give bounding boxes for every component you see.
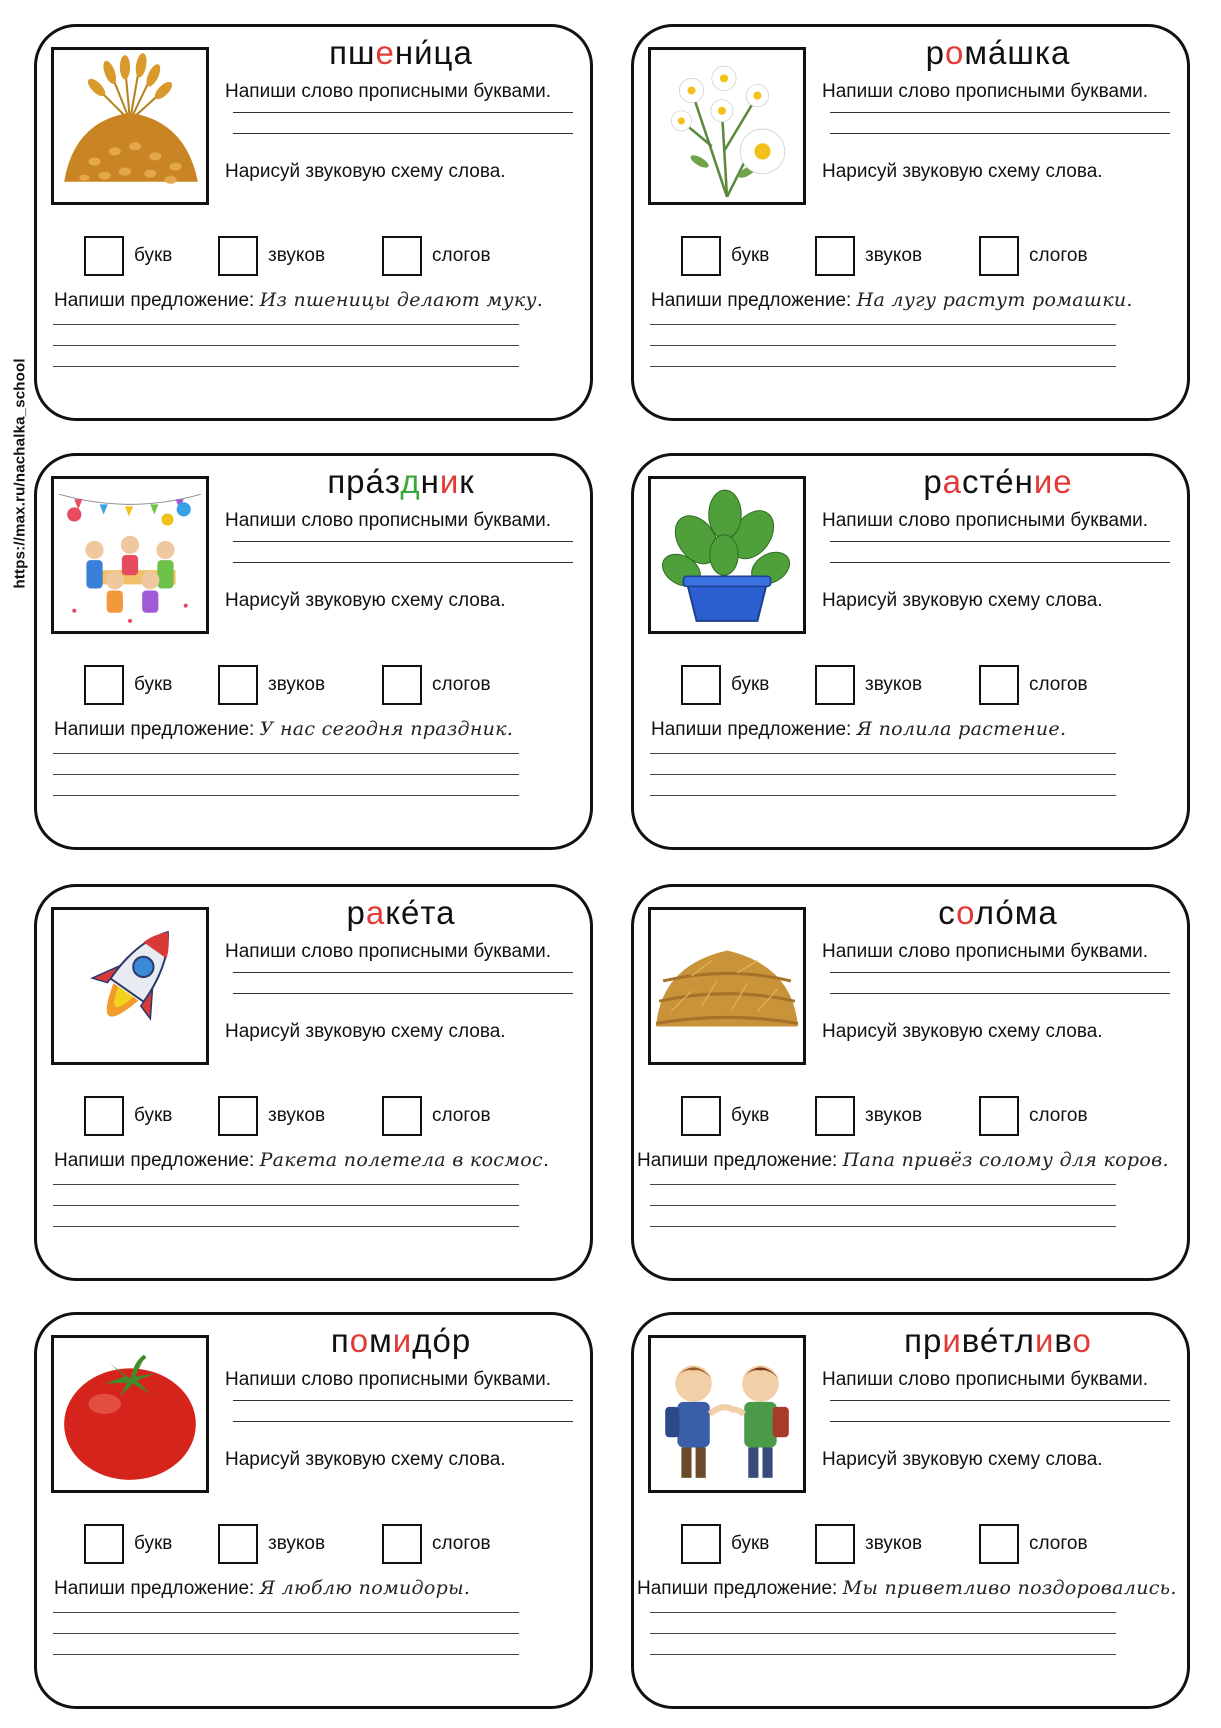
sentence-text: У нас сегодня праздник. bbox=[259, 718, 514, 740]
sentence-row bbox=[54, 1577, 470, 1600]
sentence-label: Напиши предложение: bbox=[54, 1150, 255, 1171]
rocket-image bbox=[51, 907, 209, 1065]
syllables-label: слогов bbox=[432, 1105, 491, 1126]
syllables-label: слогов bbox=[1029, 245, 1088, 266]
letters-counter bbox=[681, 665, 769, 705]
writing-line[interactable] bbox=[650, 1612, 1116, 1613]
sounds-box[interactable] bbox=[218, 665, 258, 705]
answer-line[interactable] bbox=[233, 562, 573, 563]
sentence-row bbox=[54, 289, 543, 312]
letters-box[interactable] bbox=[681, 665, 721, 705]
card-word: рома ́шка bbox=[819, 31, 1177, 75]
card-word: пра ́здник bbox=[222, 460, 580, 504]
sentence-text: Я люблю помидоры. bbox=[259, 1577, 471, 1599]
sentence-row bbox=[54, 1149, 549, 1172]
sounds-box[interactable] bbox=[815, 665, 855, 705]
sounds-counter bbox=[815, 665, 922, 705]
writing-line[interactable] bbox=[53, 1205, 519, 1206]
sounds-box[interactable] bbox=[815, 1524, 855, 1564]
sentence-text: Из пшеницы делают муку. bbox=[259, 289, 544, 311]
instruction-write-caps: Напиши слово прописными буквами. bbox=[822, 510, 1149, 531]
letters-counter bbox=[681, 1096, 769, 1136]
writing-line[interactable] bbox=[53, 1612, 519, 1613]
writing-line[interactable] bbox=[650, 753, 1116, 754]
letters-box[interactable] bbox=[84, 665, 124, 705]
card-word: приве ́тливо bbox=[819, 1319, 1177, 1363]
letters-label: букв bbox=[134, 245, 173, 266]
sounds-counter bbox=[815, 1524, 922, 1564]
sounds-counter bbox=[218, 1524, 325, 1564]
sounds-box[interactable] bbox=[218, 1096, 258, 1136]
letters-label: букв bbox=[134, 1533, 173, 1554]
instruction-draw-scheme: Нарисуй звуковую схему слова. bbox=[225, 590, 506, 611]
answer-line[interactable] bbox=[830, 541, 1170, 542]
writing-line[interactable] bbox=[650, 366, 1116, 367]
syllables-label: слогов bbox=[1029, 674, 1088, 695]
writing-line[interactable] bbox=[650, 345, 1116, 346]
instruction-draw-scheme: Нарисуй звуковую схему слова. bbox=[822, 161, 1103, 182]
sentence-row bbox=[54, 718, 513, 741]
letters-box[interactable] bbox=[84, 1524, 124, 1564]
syllables-box[interactable] bbox=[382, 1096, 422, 1136]
letters-label: букв bbox=[134, 674, 173, 695]
writing-line[interactable] bbox=[53, 774, 519, 775]
boys-image bbox=[648, 1335, 806, 1493]
sounds-label: звуков bbox=[268, 1105, 326, 1126]
sentence-label: Напиши предложение: bbox=[54, 719, 255, 740]
writing-line[interactable] bbox=[650, 1184, 1116, 1185]
sentence-label: Напиши предложение: bbox=[54, 290, 255, 311]
letters-box[interactable] bbox=[681, 1524, 721, 1564]
sounds-box[interactable] bbox=[218, 1524, 258, 1564]
syllables-counter bbox=[382, 236, 491, 276]
card-word: пшени ́ца bbox=[222, 31, 580, 75]
letters-counter bbox=[681, 236, 769, 276]
writing-line[interactable] bbox=[53, 795, 519, 796]
writing-line[interactable] bbox=[650, 1654, 1116, 1655]
writing-line[interactable] bbox=[650, 1205, 1116, 1206]
sounds-counter bbox=[815, 1096, 922, 1136]
instruction-draw-scheme: Нарисуй звуковую схему слова. bbox=[225, 1021, 506, 1042]
sentence-text: Мы приветливо поздоровались. bbox=[842, 1577, 1177, 1599]
sounds-label: звуков bbox=[268, 674, 326, 695]
card-word: раке ́та bbox=[222, 891, 580, 935]
sounds-box[interactable] bbox=[815, 1096, 855, 1136]
syllables-label: слогов bbox=[1029, 1533, 1088, 1554]
instruction-write-caps: Напиши слово прописными буквами. bbox=[822, 1369, 1149, 1390]
writing-line[interactable] bbox=[53, 753, 519, 754]
letters-counter bbox=[84, 665, 172, 705]
letters-box[interactable] bbox=[681, 236, 721, 276]
writing-line[interactable] bbox=[650, 1633, 1116, 1634]
worksheet-card-chamomile bbox=[631, 24, 1190, 421]
straw-image bbox=[648, 907, 806, 1065]
syllables-counter bbox=[382, 1524, 491, 1564]
syllables-box[interactable] bbox=[979, 665, 1019, 705]
answer-line[interactable] bbox=[830, 1400, 1170, 1401]
answer-line[interactable] bbox=[830, 112, 1170, 113]
sentence-row bbox=[637, 1149, 1169, 1172]
worksheet-card-straw bbox=[631, 884, 1190, 1281]
card-word: расте ́ние bbox=[819, 460, 1177, 504]
letters-label: букв bbox=[731, 674, 770, 695]
sentence-text: На лугу растут ромашки. bbox=[856, 289, 1133, 311]
sounds-label: звуков bbox=[865, 674, 923, 695]
letters-counter bbox=[84, 1524, 172, 1564]
sounds-counter bbox=[218, 1096, 325, 1136]
instruction-draw-scheme: Нарисуй звуковую схему слова. bbox=[822, 1021, 1103, 1042]
letters-counter bbox=[681, 1524, 769, 1564]
instruction-draw-scheme: Нарисуй звуковую схему слова. bbox=[822, 590, 1103, 611]
sounds-box[interactable] bbox=[815, 236, 855, 276]
sentence-text: Я полила растение. bbox=[856, 718, 1067, 740]
answer-line[interactable] bbox=[830, 993, 1170, 994]
party-image bbox=[51, 476, 209, 634]
writing-line[interactable] bbox=[650, 795, 1116, 796]
worksheet-card-tomato bbox=[34, 1312, 593, 1709]
plant-image bbox=[648, 476, 806, 634]
card-word: помидо ́р bbox=[222, 1319, 580, 1363]
writing-line[interactable] bbox=[650, 774, 1116, 775]
answer-line[interactable] bbox=[233, 993, 573, 994]
writing-line[interactable] bbox=[53, 1184, 519, 1185]
letters-counter bbox=[84, 1096, 172, 1136]
writing-line[interactable] bbox=[53, 366, 519, 367]
sounds-label: звуков bbox=[865, 1105, 923, 1126]
syllables-counter bbox=[979, 665, 1088, 705]
sounds-label: звуков bbox=[865, 245, 923, 266]
sounds-label: звуков bbox=[268, 245, 326, 266]
syllables-box[interactable] bbox=[979, 1096, 1019, 1136]
syllables-label: слогов bbox=[1029, 1105, 1088, 1126]
syllables-counter bbox=[979, 236, 1088, 276]
answer-line[interactable] bbox=[233, 1421, 573, 1422]
letters-counter bbox=[84, 236, 172, 276]
syllables-counter bbox=[979, 1096, 1088, 1136]
tomato-image bbox=[51, 1335, 209, 1493]
card-word: соло ́ма bbox=[819, 891, 1177, 935]
sounds-counter bbox=[815, 236, 922, 276]
sentence-row bbox=[651, 289, 1133, 312]
syllables-box[interactable] bbox=[382, 236, 422, 276]
syllables-box[interactable] bbox=[979, 1524, 1019, 1564]
syllables-counter bbox=[382, 665, 491, 705]
sentence-row bbox=[651, 718, 1066, 741]
worksheet-card-plant bbox=[631, 453, 1190, 850]
syllables-label: слогов bbox=[432, 674, 491, 695]
writing-line[interactable] bbox=[53, 1633, 519, 1634]
chamomile-image bbox=[648, 47, 806, 205]
writing-line[interactable] bbox=[53, 345, 519, 346]
sentence-label: Напиши предложение: bbox=[651, 290, 852, 311]
instruction-write-caps: Напиши слово прописными буквами. bbox=[225, 941, 552, 962]
answer-line[interactable] bbox=[830, 972, 1170, 973]
instruction-write-caps: Напиши слово прописными буквами. bbox=[225, 81, 552, 102]
syllables-box[interactable] bbox=[979, 236, 1019, 276]
syllables-box[interactable] bbox=[382, 665, 422, 705]
worksheet-card-friendly bbox=[631, 1312, 1190, 1709]
letters-box[interactable] bbox=[84, 1096, 124, 1136]
side-url: https://max.ru/nachalka_school bbox=[11, 358, 29, 589]
letters-label: букв bbox=[731, 1533, 770, 1554]
writing-line[interactable] bbox=[53, 1226, 519, 1227]
sounds-counter bbox=[218, 665, 325, 705]
writing-line[interactable] bbox=[650, 1226, 1116, 1227]
instruction-write-caps: Напиши слово прописными буквами. bbox=[225, 510, 552, 531]
sentence-label: Напиши предложение: bbox=[651, 719, 852, 740]
answer-line[interactable] bbox=[830, 133, 1170, 134]
answer-line[interactable] bbox=[233, 133, 573, 134]
worksheet-card-holiday bbox=[34, 453, 593, 850]
syllables-counter bbox=[979, 1524, 1088, 1564]
worksheet-card-wheat bbox=[34, 24, 593, 421]
instruction-write-caps: Напиши слово прописными буквами. bbox=[822, 81, 1149, 102]
sentence-text: Папа привёз солому для коров. bbox=[842, 1149, 1169, 1171]
instruction-draw-scheme: Нарисуй звуковую схему слова. bbox=[822, 1449, 1103, 1470]
syllables-counter bbox=[382, 1096, 491, 1136]
letters-label: букв bbox=[134, 1105, 173, 1126]
writing-line[interactable] bbox=[53, 1654, 519, 1655]
instruction-draw-scheme: Нарисуй звуковую схему слова. bbox=[225, 161, 506, 182]
sounds-box[interactable] bbox=[218, 236, 258, 276]
letters-label: букв bbox=[731, 1105, 770, 1126]
answer-line[interactable] bbox=[233, 1400, 573, 1401]
sentence-label: Напиши предложение: bbox=[637, 1578, 838, 1599]
answer-line[interactable] bbox=[233, 972, 573, 973]
answer-line[interactable] bbox=[830, 1421, 1170, 1422]
syllables-label: слогов bbox=[432, 245, 491, 266]
sounds-counter bbox=[218, 236, 325, 276]
syllables-label: слогов bbox=[432, 1533, 491, 1554]
writing-line[interactable] bbox=[53, 324, 519, 325]
sounds-label: звуков bbox=[268, 1533, 326, 1554]
answer-line[interactable] bbox=[233, 112, 573, 113]
answer-line[interactable] bbox=[233, 541, 573, 542]
wheat-image bbox=[51, 47, 209, 205]
syllables-box[interactable] bbox=[382, 1524, 422, 1564]
instruction-write-caps: Напиши слово прописными буквами. bbox=[225, 1369, 552, 1390]
letters-box[interactable] bbox=[681, 1096, 721, 1136]
sentence-label: Напиши предложение: bbox=[637, 1150, 838, 1171]
sentence-text: Ракета полетела в космос. bbox=[259, 1149, 550, 1171]
instruction-write-caps: Напиши слово прописными буквами. bbox=[822, 941, 1149, 962]
worksheet-card-rocket bbox=[34, 884, 593, 1281]
letters-box[interactable] bbox=[84, 236, 124, 276]
letters-label: букв bbox=[731, 245, 770, 266]
answer-line[interactable] bbox=[830, 562, 1170, 563]
sentence-row bbox=[637, 1577, 1177, 1600]
instruction-draw-scheme: Нарисуй звуковую схему слова. bbox=[225, 1449, 506, 1470]
sentence-label: Напиши предложение: bbox=[54, 1578, 255, 1599]
sounds-label: звуков bbox=[865, 1533, 923, 1554]
writing-line[interactable] bbox=[650, 324, 1116, 325]
